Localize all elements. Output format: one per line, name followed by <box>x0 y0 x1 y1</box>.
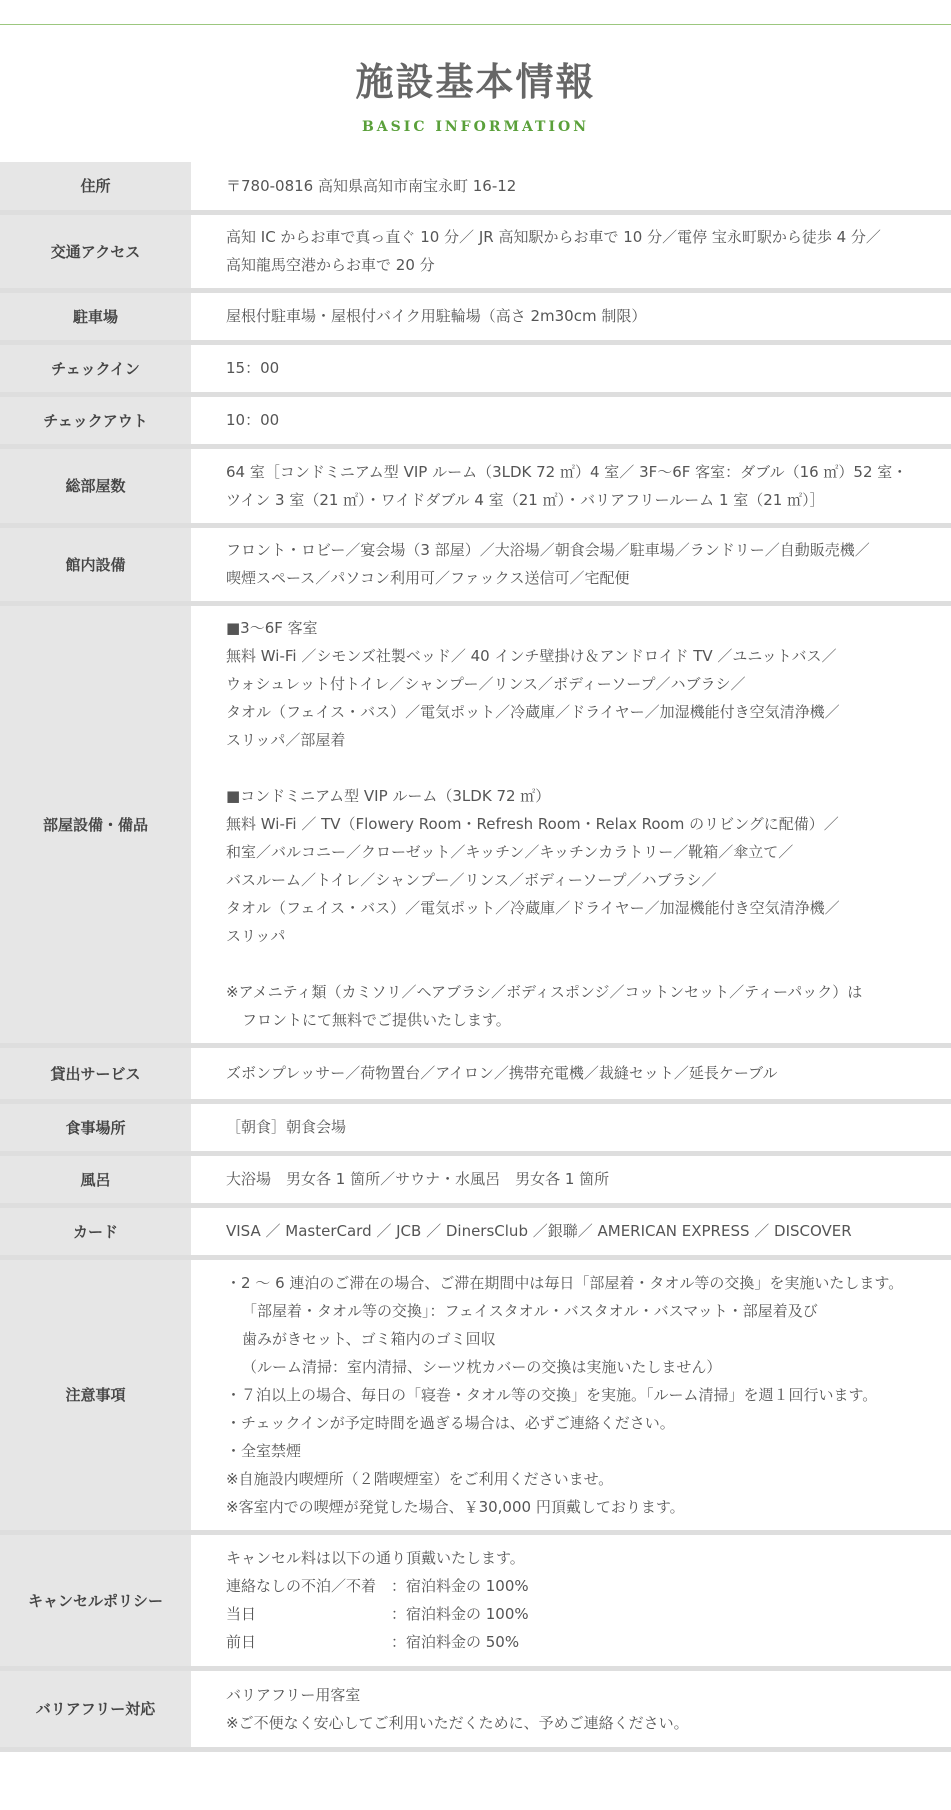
row-value <box>194 342 951 394</box>
cancel-item-value: ：宿泊料金の 50% <box>391 1633 520 1651</box>
value-line: フロント・ロビー／宴会場（3 部屋）／大浴場／朝食会場／駐車場／ランドリー／自動販売機／ <box>226 541 870 559</box>
value-line: ・全室禁煙 <box>226 1441 302 1460</box>
row-value <box>194 525 951 603</box>
page-subtitle: BASIC INFORMATION <box>361 119 590 135</box>
cancel-item <box>226 1600 943 1628</box>
cancel-item-key: 連絡なしの不泊／不着 <box>226 1577 377 1595</box>
value-line: スリッパ／部屋着 <box>226 731 346 749</box>
row-label: 風呂 <box>0 1153 194 1205</box>
row-label: 注意事項 <box>0 1257 194 1532</box>
value-line: タオル（フェイス・バス）／電気ポット／冷蔵庫／ドライヤー／加湿機能付き空気清浄機／ <box>226 703 840 721</box>
table-row-address <box>0 162 951 212</box>
value-line: ［朝食］朝食会場 <box>226 1118 347 1136</box>
spacer <box>226 950 943 978</box>
table-row-barrierfree <box>0 1668 951 1749</box>
row-value <box>194 1532 951 1668</box>
value-line: 無料 Wi-Fi ／ TV（Flowery Room・Refresh Room・Relax Room のリビングに配備）／ <box>226 815 839 833</box>
value-line: ■コンドミニアム型 VIP ルーム（3LDK 72 ㎡） <box>226 787 551 805</box>
row-label: 館内設備 <box>0 525 194 603</box>
value-line: 歯みがきセット、ゴミ箱内のゴミ回収 <box>242 1329 496 1348</box>
value-line: ・７泊以上の場合、毎日の「寝巻・タオル等の交換」を実施。「ルーム清掃」を週１回行います。 <box>226 1385 878 1404</box>
row-label: キャンセルポリシー <box>0 1532 194 1668</box>
value-line: ・チェックインが予定時間を過ぎる場合は、必ずご連絡ください。 <box>226 1413 675 1432</box>
spacer <box>226 754 943 782</box>
value-line: 「部屋着・タオル等の交換」：フェイスタオル・バスタオル・バスマット・部屋着及び <box>242 1301 818 1320</box>
row-value <box>194 1205 951 1257</box>
table-row-facilities <box>0 525 951 603</box>
row-value <box>194 394 951 446</box>
cancel-item-value: ：宿泊料金の 100% <box>391 1577 529 1595</box>
table-row-rental <box>0 1045 951 1101</box>
value-line: バスルーム／トイレ／シャンプー／リンス／ボディーソープ／ハブラシ／ <box>226 871 717 889</box>
value-line: ツイン 3 室（21 ㎡）・ワイドダブル 4 室（21 ㎡）・バリアフリールーム 1 室（21 ㎡）］ <box>226 490 825 509</box>
row-label: 部屋設備・備品 <box>0 603 194 1045</box>
value-line: VISA ／ MasterCard ／ JCB ／ DinersClub ／銀聯／ AMERICAN EXPRESS ／ DISCOVER <box>226 1222 852 1240</box>
value-line: タオル（フェイス・バス）／電気ポット／冷蔵庫／ドライヤー／加湿機能付き空気清浄機／ <box>226 899 840 917</box>
row-value <box>194 603 951 1045</box>
row-label: カード <box>0 1205 194 1257</box>
row-label: 住所 <box>0 162 194 212</box>
row-label: 総部屋数 <box>0 446 194 525</box>
cancel-item <box>226 1628 943 1656</box>
value-line: 屋根付駐車場・屋根付バイク用駐輪場（高さ 2m30cm 制限） <box>226 307 647 325</box>
table-row-cancel <box>0 1532 951 1668</box>
table-row-parking <box>0 290 951 342</box>
value-line: 高知龍馬空港からお車で 20 分 <box>226 256 435 274</box>
value-line: 10：00 <box>226 411 280 429</box>
value-line: ■3〜6F 客室 <box>226 619 318 637</box>
row-value <box>194 1668 951 1749</box>
row-value <box>194 1257 951 1532</box>
value-line: （ルーム清掃：室内清掃、シーツ枕カバーの交換は実施いたしません） <box>242 1357 722 1376</box>
cancel-item-value: ：宿泊料金の 100% <box>391 1605 529 1623</box>
table-row-checkin <box>0 342 951 394</box>
row-value <box>194 212 951 290</box>
table-row-notes <box>0 1257 951 1532</box>
cancel-item-key: 前日 <box>226 1633 257 1651</box>
table-row-bath <box>0 1153 951 1205</box>
table-row-checkout <box>0 394 951 446</box>
page-title: 施設基本情報 <box>355 60 596 104</box>
value-line: ※ご不便なく安心してご利用いただくために、予めご連絡ください。 <box>226 1713 689 1732</box>
row-label: チェックイン <box>0 342 194 394</box>
value-line: 高知 IC からお車で真っ直ぐ 10 分／ JR 高知駅からお車で 10 分／電停 宝永町駅から徒歩 4 分／ <box>226 228 881 246</box>
value-line: 喫煙スペース／パソコン利用可／ファックス送信可／宅配便 <box>226 569 630 587</box>
value-line: 和室／バルコニー／クローゼット／キッチン／キッチンカラトリー／靴箱／傘立て／ <box>226 843 794 861</box>
row-label: チェックアウト <box>0 394 194 446</box>
cancel-item <box>226 1572 943 1600</box>
section-header <box>0 54 951 136</box>
table-row-amenities <box>0 603 951 1045</box>
row-label: 食事場所 <box>0 1101 194 1153</box>
table-row-card <box>0 1205 951 1257</box>
value-line: スリッパ <box>226 927 286 945</box>
value-line: 64 室［コンドミニアム型 VIP ルーム（3LDK 72 ㎡）4 室／ 3F〜6F 客室：ダブル（16 ㎡）52 室・ <box>226 462 908 481</box>
value-line: 〒780-0816 高知県高知市南宝永町 16-12 <box>226 176 517 195</box>
row-value <box>194 162 951 212</box>
value-line: バリアフリー用客室 <box>226 1685 361 1704</box>
table-row-access <box>0 212 951 290</box>
cancel-item-key: 当日 <box>226 1605 257 1623</box>
row-label: 交通アクセス <box>0 212 194 290</box>
value-line: フロントにて無料でご提供いたします。 <box>242 1011 511 1029</box>
row-value <box>194 290 951 342</box>
row-label: 駐車場 <box>0 290 194 342</box>
value-line: 大浴場 男女各 1 箇所／サウナ・水風呂 男女各 1 箇所 <box>226 1170 610 1188</box>
value-line: 15：00 <box>226 359 280 377</box>
row-label: バリアフリー対応 <box>0 1668 194 1749</box>
value-line: ※自施設内喫煙所（２階喫煙室）をご利用くださいませ。 <box>226 1469 614 1488</box>
table-row-rooms <box>0 446 951 525</box>
table-row-dining <box>0 1101 951 1153</box>
value-line: ・2 〜 6 連泊のご滞在の場合、ご滞在期間中は毎日「部屋着・タオル等の交換」を実施いたします。 <box>226 1273 904 1292</box>
basic-info-table <box>0 162 951 1752</box>
value-line: ※客室内での喫煙が発覚した場合、￥30,000 円頂戴しております。 <box>226 1497 685 1516</box>
top-divider <box>0 24 951 25</box>
value-line: ウォシュレット付トイレ／シャンプー／リンス／ボディーソープ／ハブラシ／ <box>226 675 746 693</box>
value-line: 無料 Wi-Fi ／シモンズ社製ベッド／ 40 インチ壁掛け＆アンドロイド TV ／ユニットバス／ <box>226 647 837 665</box>
value-line: ※アメニティ類（カミソリ／ヘアブラシ／ボディスポンジ／コットンセット／ティーパック）は <box>226 983 863 1001</box>
value-line: キャンセル料は以下の通り頂戴いたします。 <box>226 1549 525 1567</box>
value-line: ズボンプレッサー／荷物置台／アイロン／携帯充電機／裁縫セット／延長ケーブル <box>226 1064 778 1082</box>
row-label: 貸出サービス <box>0 1045 194 1101</box>
row-value <box>194 1153 951 1205</box>
row-value <box>194 446 951 525</box>
row-value <box>194 1101 951 1153</box>
row-value <box>194 1045 951 1101</box>
